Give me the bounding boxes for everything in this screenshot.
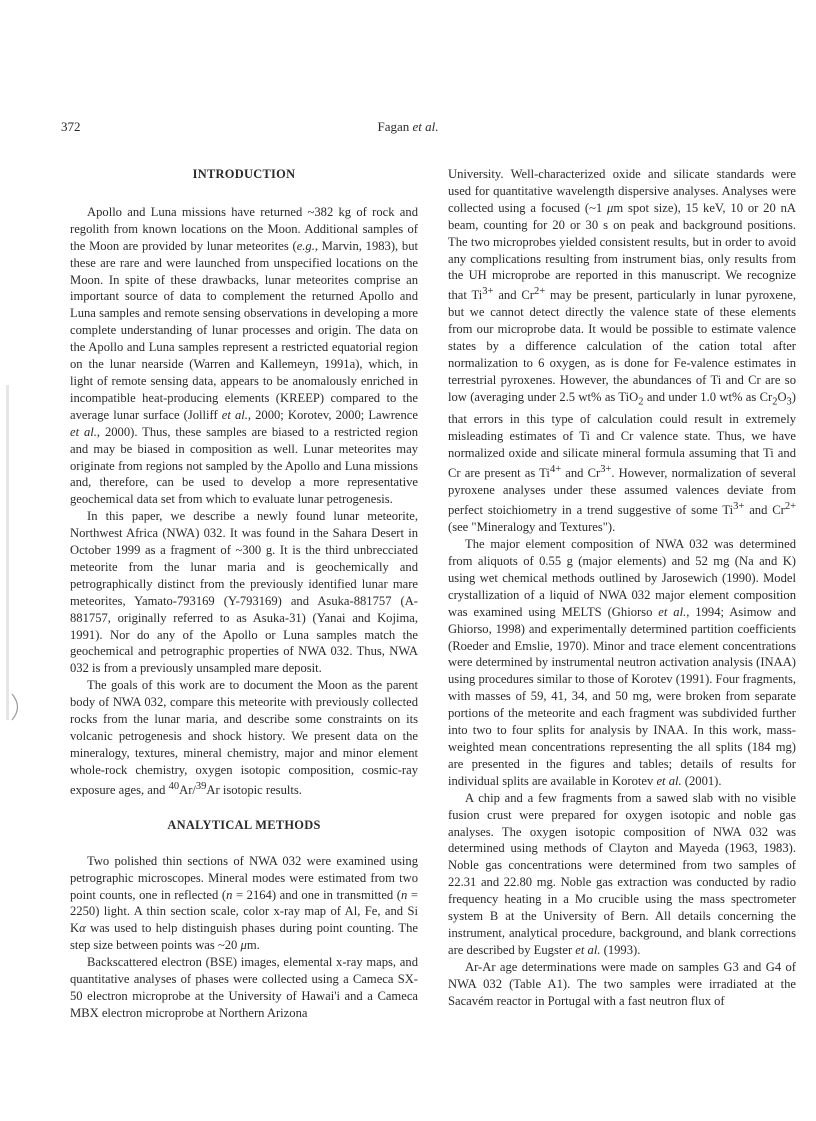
section-heading-introduction: INTRODUCTION [192,167,296,181]
paragraph: In this paper, we describe a newly found lunar meteorite, Northwest Africa (NWA) 032. It was found in the Sahara Desert in October 1999 as a fragment of ~300 g. It is the third unbrecciated meteorite from the lunar maria and is geochemically and petrographically distinct from the previously identified lunar mare meteorites, Yamato-793169 (Y-793169) and Asuka-881757 (A-881757, originally referred to as Asuka-31) (Yanai and Kojima, 1991). Nor do any of the Apollo or Luna samples match the geochemical and petrographic properties of NWA 032. Thus, NWA 032 is from a previously unsampled mare deposit. [70,509,418,676]
paragraph: The major element composition of NWA 032 was determined from aliquots of 0.55 g (major elements) and 52 mg (Na and K) using wet chemical methods outlined by Jarosewich (1990). Model crystallization of a liquid of NWA 032 major element composition was examined using MELTS (Ghiorso et al., 1994; Asimow and Ghiorso, 1998) and experimentally determined partition coefficients (Roeder and Emslie, 1970). Minor and trace element concentrations were determined by instrumental neutron activation analysis (INAA) using procedures similar to those of Korotev (1991). Four fragments, with masses of 59, 41, 34, and 50 mg, were broken from separate portions of the meteorite and each fragment was subdivided further into two to four splits for analysis by INAA. In this work, mass-weighted mean concentrations representing the all splits (184 mg) are presented in the figures and tables; details of results for individual splits are available in Korotev et al. (2001). [448,537,797,788]
paragraph: Two polished thin sections of NWA 032 were examined using petrographic microscopes. Mineral modes were estimated from two point counts, one in reflected (n = 2164) and one in transmitted (n = 2250) light. A thin section scale, color x-ray map of Al, Fe, and Si Kα was used to help distinguish phases during point counting. The step size between points was ~20 μm. [70,853,418,953]
scan-edge-shadow [6,385,9,720]
paragraph: University. Well-characterized oxide and silicate standards were used for quantitative wavelength dispersive analyses. Analyses were collected using a focused (~1 μm spot size), 15 keV, 10 or 20 nA beam, counting for 20 or 30 s on peak and background positions. The two microprobes yielded consistent results, but in order to avoid any complications resulting from instrument bias, only results from the UH microprobe are reported in this manuscript. We recognize that $Ti^{3+}$ and $Cr^{2+}$ may be present, particularly in lunar pyroxene, but we cannot detect directly the valence state of these elements from our microprobe data. It would be possible to estimate valence states by a difference calculation of the cation total after normalization to 6 oxygen, as is done for Fe-valence estimates in terrestrial pyroxenes. However, the abundances of Ti and Cr are so low (averaging under 2.5 wt% as TiO$_2$ and under 1.0 wt% as $Cr_2O_3$) that errors in this type of calculation could result in extremely misleading estimates of Ti and Cr valence state. Thus, we have normalized oxide and silicate mineral formula assuming that Ti and Cr are present as $Ti^{4+}$ and $Cr^{3+}$. However, normalization of several pyroxene analyses under these assumed valences deviate from perfect stoichiometry in a trend suggestive of some $Ti^{3+}$ and $Cr^{2+}$ (see "Mineralogy and Textures"). [448,167,797,535]
running-head-etal: et al. [412,119,439,134]
right-column [448,166,796,1009]
paragraph: A chip and a few fragments from a sawed slab with no visible fusion crust were prepared for oxygen isotopic and noble gas analyses. The oxygen isotopic composition of NWA 032 was determined using methods of Clayton and Mayeda (1963, 1983). Noble gas concentrations were determined from two samples of 22.31 and 22.80 mg. Noble gas extraction was conducted by radio frequency heating in a Mo crucible using the mass spectrometer system B at the University of Bern. All details concerning the instrument, analytical procedure, background, and blank corrections are described by Eugster et al. (1993). [448,790,796,957]
running-head [300,119,516,135]
left-column [70,166,418,1022]
binding-mark-icon [10,692,24,722]
running-head-author: Fagan [377,119,410,134]
page-number: 372 [61,119,81,134]
paragraph: Apollo and Luna missions have returned ~382 kg of rock and regolith from known locations on the Moon. Additional samples of the Moon are provided by lunar meteorites (e.g., Marvin, 1983), but these are rare and were launched from unspecified locations on the Moon. In spite of these drawbacks, lunar meteorites comprise an important source of data to complement the returned Apollo and Luna samples and remote sensing observations in developing a more complete understanding of lunar processes and origin. The data on the Apollo and Luna samples represent a restricted equatorial region on the lunar nearside (Warren and Kallemeyn, 1991a), which, in light of remote sensing data, appears to be anomalously enriched in incompatible heat-producing elements (KREEP) compared to the average lunar surface (Jolliff et al., 2000; Korotev, 2000; Lawrence et al., 2000). Thus, these samples are biased to a restricted region and may be biased in composition as well. Lunar meteorites may originate from regions not sampled by the Apollo and Luna missions and, therefore, can be used to develop a more representative geochemical data set from which to evaluate lunar petrogenesis. [70,204,418,507]
section-heading-analytical-methods: ANALYTICAL METHODS [167,817,321,832]
paragraph: Backscattered electron (BSE) images, elemental x-ray maps, and quantitative analyses of phases were collected using a Cameca SX-50 electron microprobe at the University of Hawai'i and a Cameca MBX electron microprobe at Northern Arizona [70,955,418,1020]
paragraph: Ar-Ar age determinations were made on samples G3 and G4 of NWA 032 (Table A1). The two samples were irradiated at the Sacavém reactor in Portugal with a fast neutron flux of [448,959,796,1008]
paragraph: The goals of this work are to document the Moon as the parent body of NWA 032, compare this meteorite with previously collected rocks from the lunar maria, and describe some constraints on its volcanic petrogenesis and shock history. We present data on the mineralogy, textures, mineral chemistry, major and minor element whole-rock chemistry, oxygen isotopic composition, cosmic-ray exposure ages, and $^{40}$Ar/$^{39}$Ar isotopic results. [70,678,418,797]
